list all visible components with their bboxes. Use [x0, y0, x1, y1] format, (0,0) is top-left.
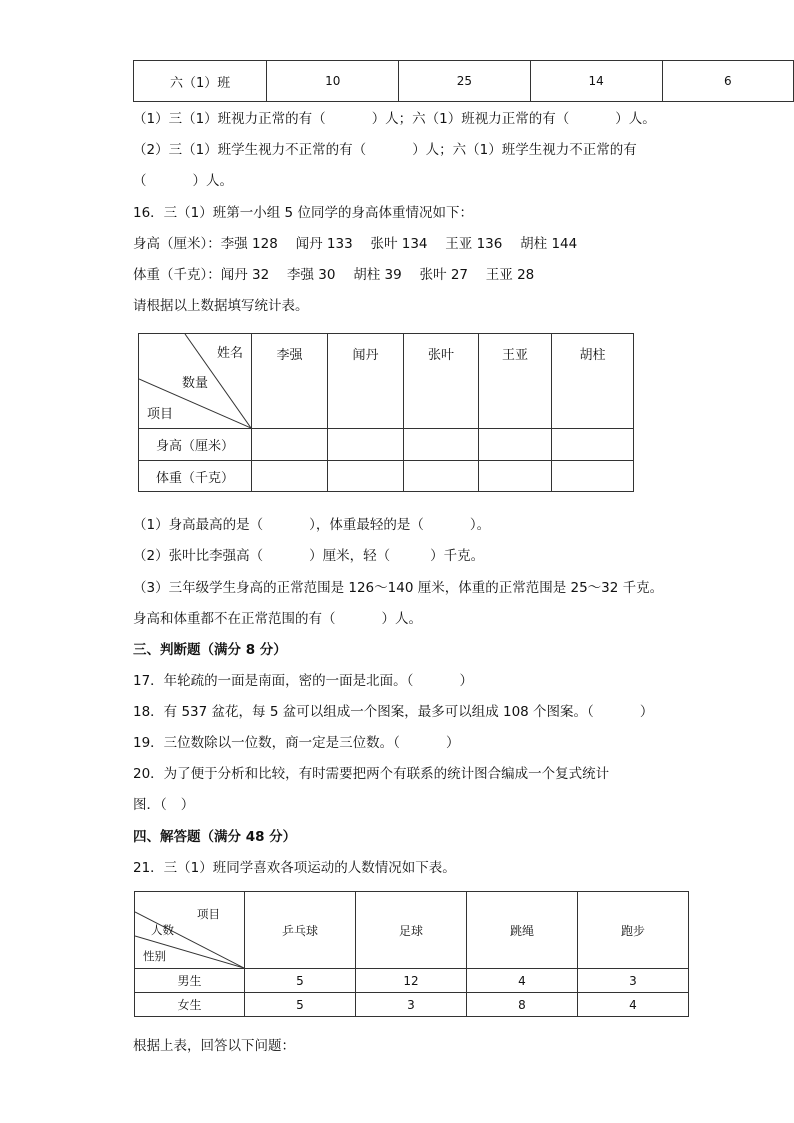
answer-cell[interactable]: [552, 461, 634, 492]
table-row: [139, 429, 634, 461]
diagonal-header-cell: [139, 334, 252, 429]
vision-table-row: [133, 60, 794, 102]
value-cell: 3: [356, 993, 467, 1017]
q16-title: 16．三（1）班第一小组 5 位同学的身高体重情况如下：: [133, 205, 473, 221]
value-cell: 8: [467, 993, 578, 1017]
name-header-cell: 胡柱: [552, 334, 634, 429]
header-name-label: 姓名: [217, 346, 244, 361]
name-header-cell: 李强: [252, 334, 328, 429]
q16-weight-data: 体重（千克）：闻丹 32 李强 30 胡柱 39 张叶 27 王亚 28: [133, 267, 535, 283]
sports-table: [134, 891, 689, 1017]
answer-cell[interactable]: [252, 461, 328, 492]
answer-cell[interactable]: [479, 429, 552, 461]
q20: 20．为了便于分析和比较，有时需要把两个有联系的统计图合编成一个复式统计: [133, 766, 610, 782]
table-header-row: [135, 892, 689, 969]
q16-height-data: 身高（厘米）：李强 128 闻丹 133 张叶 134 王亚 136 胡柱 144: [133, 236, 578, 252]
name-header-cell: 王亚: [479, 334, 552, 429]
table-row: [134, 61, 794, 102]
row-label-cell: 女生: [135, 993, 245, 1017]
value-cell: 12: [356, 969, 467, 993]
row-label-cell: 男生: [135, 969, 245, 993]
diagonal-header-cell: [135, 892, 245, 969]
header-item-label: 项目: [197, 907, 220, 921]
sport-header-cell: 跳绳: [467, 892, 578, 969]
table-row: [135, 993, 689, 1017]
class-cell: 六（1）班: [134, 61, 267, 102]
answer-cell[interactable]: [328, 429, 404, 461]
q21-followup: 根据上表，回答以下问题：: [133, 1038, 295, 1054]
header-gender-label: 性别: [143, 949, 166, 963]
sport-header-cell: 乒乓球: [245, 892, 356, 969]
answer-cell[interactable]: [404, 461, 479, 492]
section3-heading: 三、判断题（满分 8 分）: [133, 642, 287, 658]
header-qty-label: 数量: [182, 376, 209, 391]
value-cell: 25: [399, 61, 531, 102]
answer-cell[interactable]: [552, 429, 634, 461]
value-cell: 6: [662, 61, 793, 102]
name-header-cell: 张叶: [404, 334, 479, 429]
q20-cont: 图．（ ）: [133, 797, 195, 813]
value-cell: 5: [245, 993, 356, 1017]
answer-cell[interactable]: [479, 461, 552, 492]
value-cell: 3: [578, 969, 689, 993]
value-cell: 10: [267, 61, 399, 102]
height-weight-table: [138, 333, 634, 492]
q15-part1: （1）三（1）班视力正常的有（ ）人；六（1）班视力正常的有（ ）人。: [133, 111, 656, 127]
row-label-cell: 体重（千克）: [139, 461, 252, 492]
q15-part2: （2）三（1）班学生视力不正常的有（ ）人；六（1）班学生视力不正常的有: [133, 142, 637, 158]
value-cell: 4: [578, 993, 689, 1017]
sport-header-cell: 足球: [356, 892, 467, 969]
answer-cell[interactable]: [252, 429, 328, 461]
q19: 19．三位数除以一位数，商一定是三位数。（ ）: [133, 735, 460, 751]
section4-heading: 四、解答题（满分 48 分）: [133, 829, 297, 845]
header-item-label: 项目: [147, 407, 174, 422]
answer-cell[interactable]: [328, 461, 404, 492]
table-row: [139, 461, 634, 492]
q16-sub3-cont: 身高和体重都不在正常范围的有（ ）人。: [133, 611, 422, 627]
table-row: [135, 969, 689, 993]
sport-header-cell: 跑步: [578, 892, 689, 969]
q17: 17．年轮疏的一面是南面，密的一面是北面。（ ）: [133, 673, 473, 689]
value-cell: 14: [530, 61, 662, 102]
q21: 21．三（1）班同学喜欢各项运动的人数情况如下表。: [133, 860, 456, 876]
answer-cell[interactable]: [404, 429, 479, 461]
row-label-cell: 身高（厘米）: [139, 429, 252, 461]
q16-sub1: （1）身高最高的是（ ），体重最轻的是（ ）。: [133, 517, 491, 533]
q16-sub3: （3）三年级学生身高的正常范围是 126～140 厘米，体重的正常范围是 25～32 千克。: [133, 580, 664, 596]
q15-part2-cont: （ ）人。: [133, 173, 233, 189]
q16-instruction: 请根据以上数据填写统计表。: [133, 298, 309, 314]
header-count-label: 人数: [151, 923, 174, 937]
q16-sub2: （2）张叶比李强高（ ）厘米，轻（ ）千克。: [133, 548, 485, 564]
q18: 18．有 537 盆花，每 5 盆可以组成一个图案，最多可以组成 108 个图案。（ ）: [133, 704, 654, 720]
value-cell: 5: [245, 969, 356, 993]
value-cell: 4: [467, 969, 578, 993]
table-header-row: [139, 334, 634, 429]
name-header-cell: 闻丹: [328, 334, 404, 429]
